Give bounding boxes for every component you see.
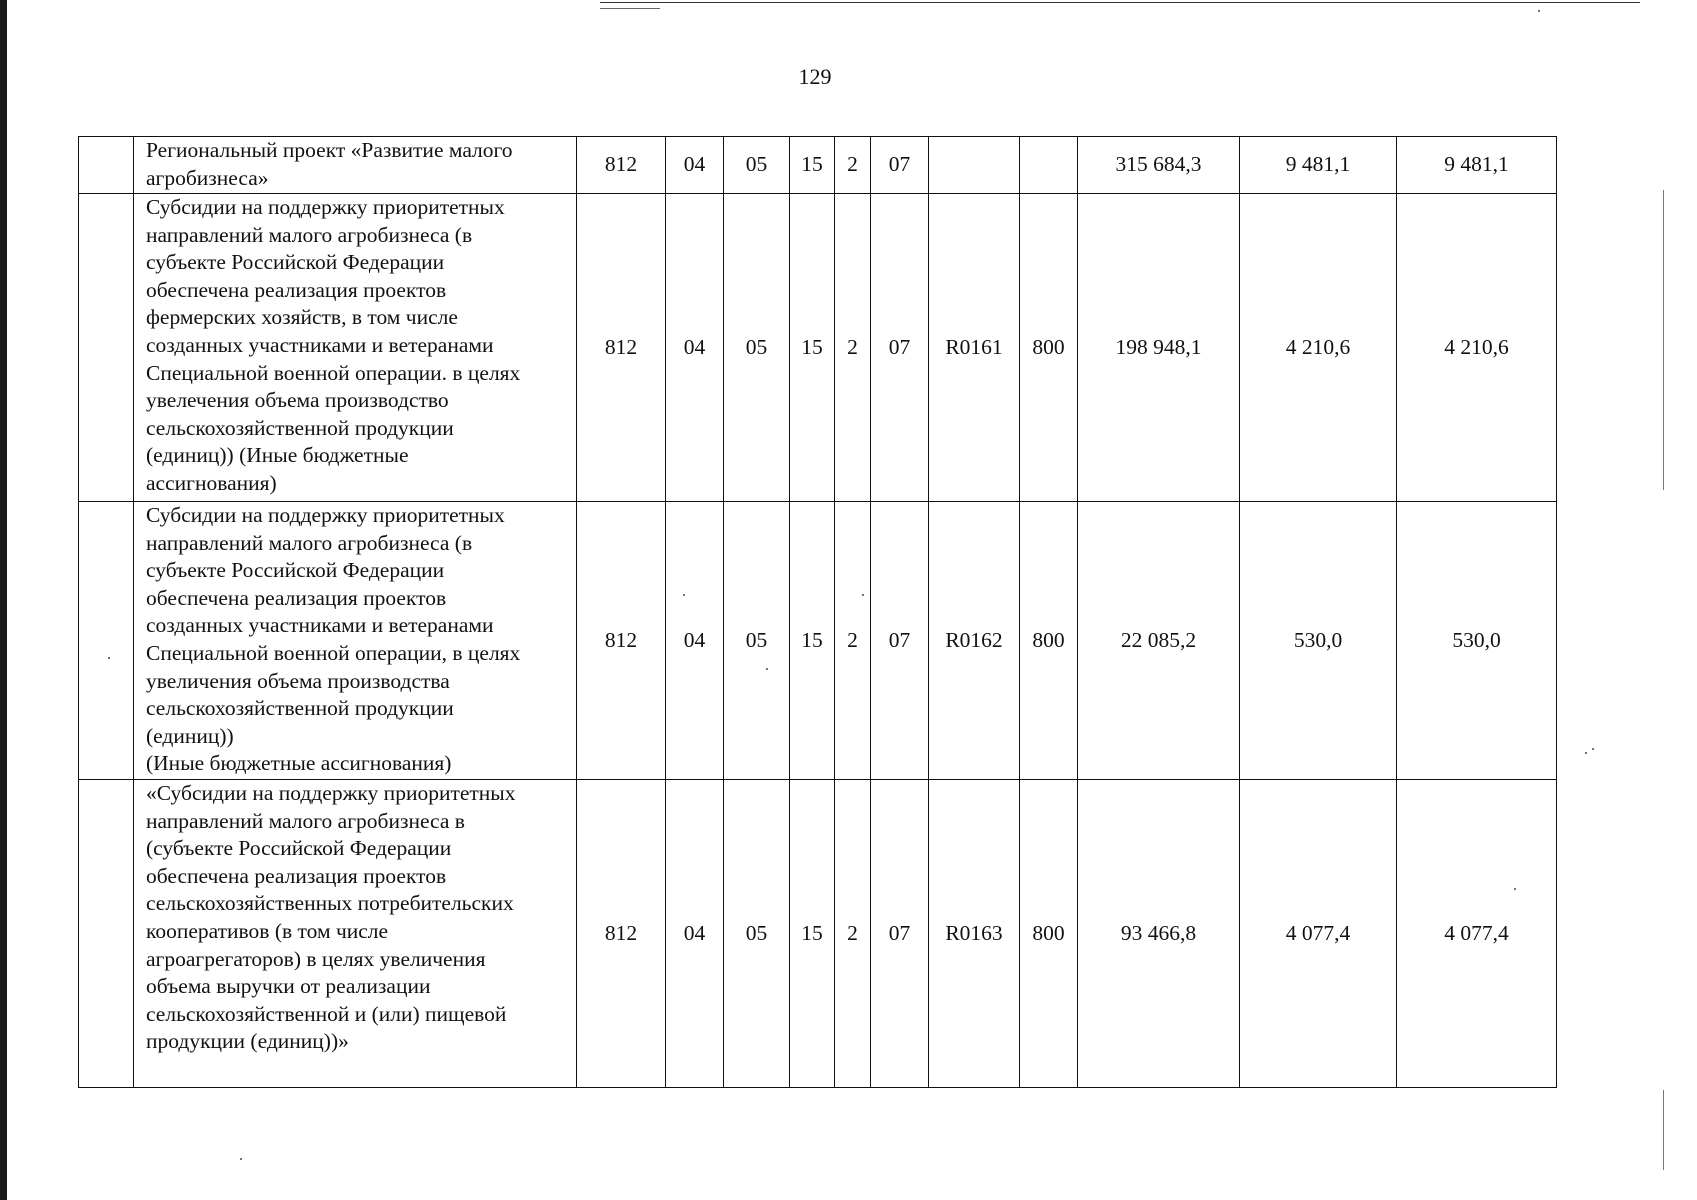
section-cell: 04 <box>666 194 724 502</box>
expense-type-cell <box>1020 137 1078 194</box>
description-cell: Субсидии на поддержку приоритетных направлений малого агробизнеса (в субъекте Российской Федерации обеспечена реализация проектов созданных участниками и ветеранами Специальной военной операции, в целях увеличения объема производства сельскохозяйственной продукции (единиц)) (Иные бюджетные ассигнования) <box>134 502 577 780</box>
program-type-cell: 2 <box>835 194 871 502</box>
table-row <box>79 502 1557 780</box>
amount-3-cell: 9 481,1 <box>1397 137 1557 194</box>
amount-2-cell: 530,0 <box>1240 502 1397 780</box>
subprogram-cell: 07 <box>871 780 929 1088</box>
amount-1-cell: 198 948,1 <box>1078 194 1240 502</box>
table-row <box>79 137 1557 194</box>
amount-2-cell: 9 481,1 <box>1240 137 1397 194</box>
admin-code-cell: 812 <box>577 780 666 1088</box>
subsection-cell: 05 <box>724 502 790 780</box>
subsection-cell: 05 <box>724 194 790 502</box>
subprogram-cell: 07 <box>871 137 929 194</box>
program-type-cell: 2 <box>835 137 871 194</box>
row-number-cell <box>79 780 134 1088</box>
expense-type-cell: 800 <box>1020 780 1078 1088</box>
program-code-cell: 15 <box>790 194 835 502</box>
scan-speck <box>1585 752 1587 754</box>
amount-1-cell: 22 085,2 <box>1078 502 1240 780</box>
expense-type-cell: 800 <box>1020 194 1078 502</box>
subsection-cell: 05 <box>724 780 790 1088</box>
program-code-cell: 15 <box>790 137 835 194</box>
scan-margin-line <box>1663 1090 1664 1170</box>
expense-type-cell: 800 <box>1020 502 1078 780</box>
amount-2-cell: 4 210,6 <box>1240 194 1397 502</box>
program-type-cell: 2 <box>835 502 871 780</box>
subsection-cell: 05 <box>724 137 790 194</box>
table-row <box>79 194 1557 502</box>
amount-1-cell: 315 684,3 <box>1078 137 1240 194</box>
section-cell: 04 <box>666 502 724 780</box>
program-code-cell: 15 <box>790 502 835 780</box>
amount-3-cell: 4 210,6 <box>1397 194 1557 502</box>
scan-speck <box>862 594 864 596</box>
program-code-cell: 15 <box>790 780 835 1088</box>
admin-code-cell: 812 <box>577 137 666 194</box>
subprogram-cell: 07 <box>871 194 929 502</box>
scan-speck <box>1514 888 1516 890</box>
target-item-cell: R0161 <box>929 194 1020 502</box>
admin-code-cell: 812 <box>577 194 666 502</box>
row-number-cell <box>79 502 134 780</box>
budget-table <box>78 136 1557 1088</box>
scan-speck <box>766 668 768 670</box>
scan-speck <box>240 1158 242 1160</box>
program-type-cell: 2 <box>835 780 871 1088</box>
scan-speck <box>1592 748 1594 750</box>
top-rule-short <box>600 8 660 9</box>
section-cell: 04 <box>666 780 724 1088</box>
scan-speck <box>683 594 685 596</box>
section-cell: 04 <box>666 137 724 194</box>
scan-speck <box>1538 10 1540 12</box>
admin-code-cell: 812 <box>577 502 666 780</box>
scan-left-edge <box>0 0 7 1200</box>
scan-speck <box>108 657 110 659</box>
target-item-cell: R0162 <box>929 502 1020 780</box>
amount-2-cell: 4 077,4 <box>1240 780 1397 1088</box>
amount-3-cell: 530,0 <box>1397 502 1557 780</box>
description-cell: Субсидии на поддержку приоритетных направлений малого агробизнеса (в субъекте Российской Федерации обеспечена реализация проектов фермерских хозяйств, в том числе созданных участниками и ветеранами Специальной военной операции. в целях увелечения объема производство сельскохозяйственной продукции (единиц)) (Иные бюджетные ассигнования) <box>134 194 577 502</box>
row-number-cell <box>79 137 134 194</box>
description-cell: Региональный проект «Развитие малого агробизнеса» <box>134 137 577 194</box>
page-number: 129 <box>798 64 832 89</box>
table-row <box>79 780 1557 1088</box>
target-item-cell: R0163 <box>929 780 1020 1088</box>
row-number-cell <box>79 194 134 502</box>
amount-3-cell: 4 077,4 <box>1397 780 1557 1088</box>
target-item-cell <box>929 137 1020 194</box>
amount-1-cell: 93 466,8 <box>1078 780 1240 1088</box>
scan-margin-line <box>1663 190 1664 490</box>
description-cell: «Субсидии на поддержку приоритетных направлений малого агробизнеса в (субъекте Российской Федерации обеспечена реализация проектов сельскохозяйственных потребительских кооперативов (в том числе агроагрегаторов) в целях увеличения объема выручки от реализации сельскохозяйственной и (или) пищевой продукции (единиц))» <box>134 780 577 1088</box>
top-rule <box>600 2 1640 3</box>
subprogram-cell: 07 <box>871 502 929 780</box>
table-body <box>79 137 1557 1088</box>
